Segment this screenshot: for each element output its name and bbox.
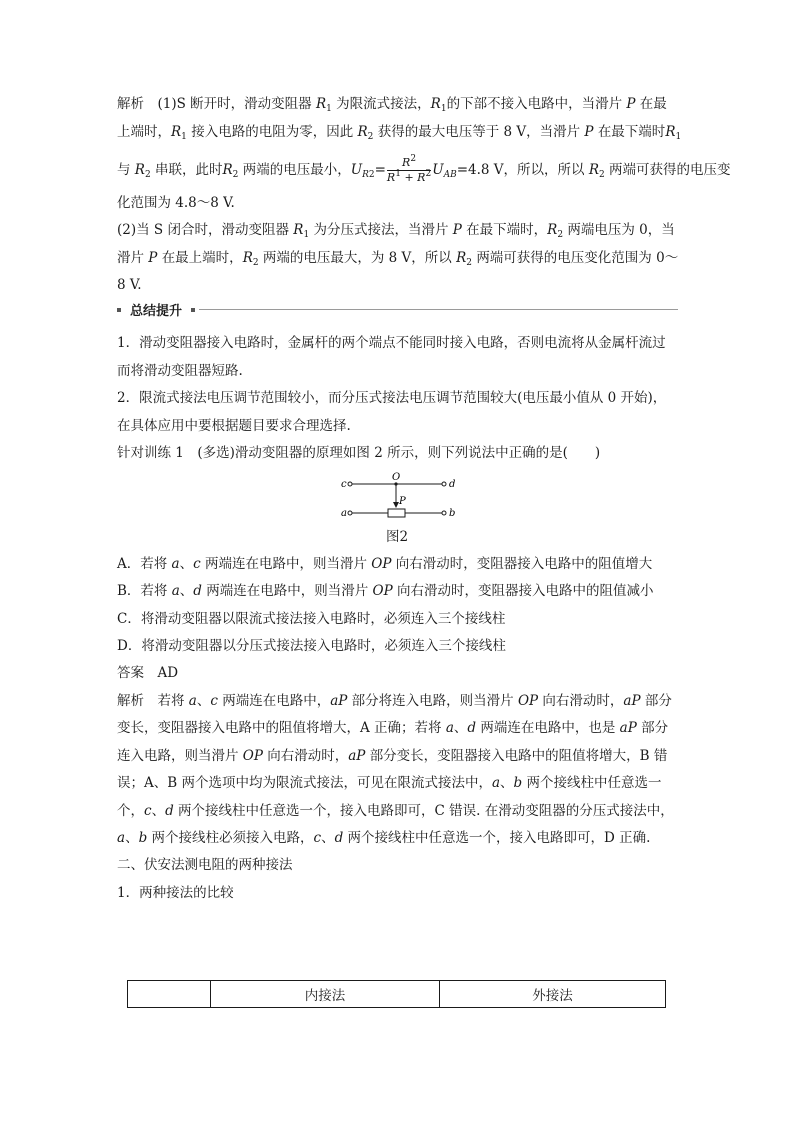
answer-value: AD — [157, 665, 179, 681]
analysis1-line4: 化范围为 4.8～8 V. — [117, 195, 235, 211]
table-header-outer: 外接法 — [440, 981, 666, 1008]
option-c: C．将滑动变阻器以限流式接法接入电路时，必须连入三个接线柱 — [117, 611, 506, 627]
analysis-label: 解析 — [117, 693, 144, 709]
label-p: P — [399, 496, 406, 507]
analysis2-line3: 连入电路，则当滑片 OP 向右滑动时，aP 部分变长，变阻器接入电路中的阻值将增大，B 错 — [117, 748, 668, 764]
terminal-a — [348, 511, 352, 515]
answer-label: 答案 — [117, 665, 144, 681]
subsection-title: 1．两种接法的比较 — [117, 885, 234, 901]
analysis2-line2: 变长，变阻器接入电路中的阻值将增大，A 正确；若将 a、d 两端连在电路中，也是 aP 部分 — [117, 720, 669, 736]
table-header-inner: 内接法 — [211, 981, 440, 1008]
summary-item1-line2: 而将滑动变阻器短路. — [117, 363, 243, 379]
option-b: B．若将 a、d 两端连在电路中，则当滑片 OP 向右滑动时，变阻器接入电路中的阻值减小 — [117, 583, 654, 599]
voltage-divider-fraction: $\frac{R^2}{R^1 + R^2}$ — [386, 154, 432, 184]
resistor — [388, 509, 405, 517]
comparison-table — [127, 980, 666, 1008]
summary-item2-line2: 在具体应用中要根据题目要求合理选择. — [117, 418, 351, 434]
terminal-d — [442, 482, 446, 486]
analysis2-line5: 个，c、d 两个接线柱中任意选一个，接入电路即可，C 错误. 在滑动变阻器的分压式接法中， — [117, 803, 674, 819]
option-d: D．将滑动变阻器以分压式接法接入电路时，必须连入三个接线柱 — [117, 638, 506, 654]
summary-item2-line1: 2．限流式接法电压调节范围较小，而分压式接法电压调节范围较大(电压最小值从 0 开始)， — [117, 390, 667, 406]
analysis1-line3: 与 $R_2$ 串联，此时$R_2$ 两端的电压最小，$U_{R2}=$ $\frac{R^2}{R^1 + R^2}$ $U_{AB}=4.8$ V，所以，所以 $R_2$ 两端可获得的电压变 — [117, 154, 731, 184]
label-a: a — [341, 508, 347, 519]
label-b: b — [449, 508, 456, 519]
square-bullet-icon — [191, 308, 195, 312]
square-bullet-icon — [117, 308, 121, 312]
terminal-c — [348, 482, 352, 486]
figure-caption: 图2 — [386, 529, 409, 545]
option-a: A．若将 a、c 两端连在电路中，则当滑片 OP 向右滑动时，变阻器接入电路中的阻值增大 — [117, 556, 653, 572]
analysis1-p2-line3: 8 V. — [117, 277, 142, 293]
answer-line — [117, 663, 178, 683]
label-o: O — [392, 472, 401, 483]
terminal-b — [442, 511, 446, 515]
summary-title: 总结提升 — [128, 300, 184, 319]
analysis2-line6: a、b 两个接线柱必须接入电路，c、d 两个接线柱中任意选一个，接入电路即可，D 正确. — [117, 830, 651, 846]
exercise-title: 针对训练 1 (多选)滑动变阻器的原理如图 2 所示，则下列说法中正确的是( ) — [117, 445, 601, 461]
label-d: d — [449, 479, 456, 490]
divider — [199, 309, 678, 310]
section-title: 二、伏安法测电阻的两种接法 — [117, 857, 293, 873]
analysis1-line2: 上端时，$R_1$ 接入电路的电阻为零，因此 $R_2$ 获得的最大电压等于 8 V，当滑片 P 在最下端时$R_1$ — [117, 124, 682, 142]
analysis2-line1: 解析 若将 a、c 两端连在电路中，aP 部分将连入电路，则当滑片 OP 向右滑动时，aP 部分 — [117, 693, 672, 709]
summary-header — [117, 304, 678, 319]
analysis1-p2-line1: (2)当 S 闭合时，滑动变阻器 $R_1$ 为分压式接法，当滑片 P 在最下端时，$R_2$ 两端电压为 0，当 — [117, 222, 675, 240]
table-header-empty — [128, 981, 211, 1008]
analysis1-line1: 解析 (1)S 断开时，滑动变阻器 $R_1$ 为限流式接法，$R_1$的下部不接入电路中，当滑片 P 在最 — [117, 96, 667, 114]
analysis1-p2-line2: 滑片 P 在最上端时，$R_2$ 两端的电压最大，为 8 V，所以 $R_2$ 两端可获得的电压变化范围为 0～ — [117, 250, 679, 268]
analysis-label: 解析 — [117, 96, 144, 112]
summary-item1-line1: 1．滑动变阻器接入电路时，金属杆的两个端点不能同时接入电路，否则电流将从金属杆流过 — [117, 335, 666, 351]
label-c: c — [341, 479, 347, 490]
table-header-row — [128, 981, 666, 1008]
analysis2-line4: 误；A、B 两个选项中均为限流式接法，可见在限流式接法中，a、b 两个接线柱中任意选一 — [117, 775, 662, 791]
